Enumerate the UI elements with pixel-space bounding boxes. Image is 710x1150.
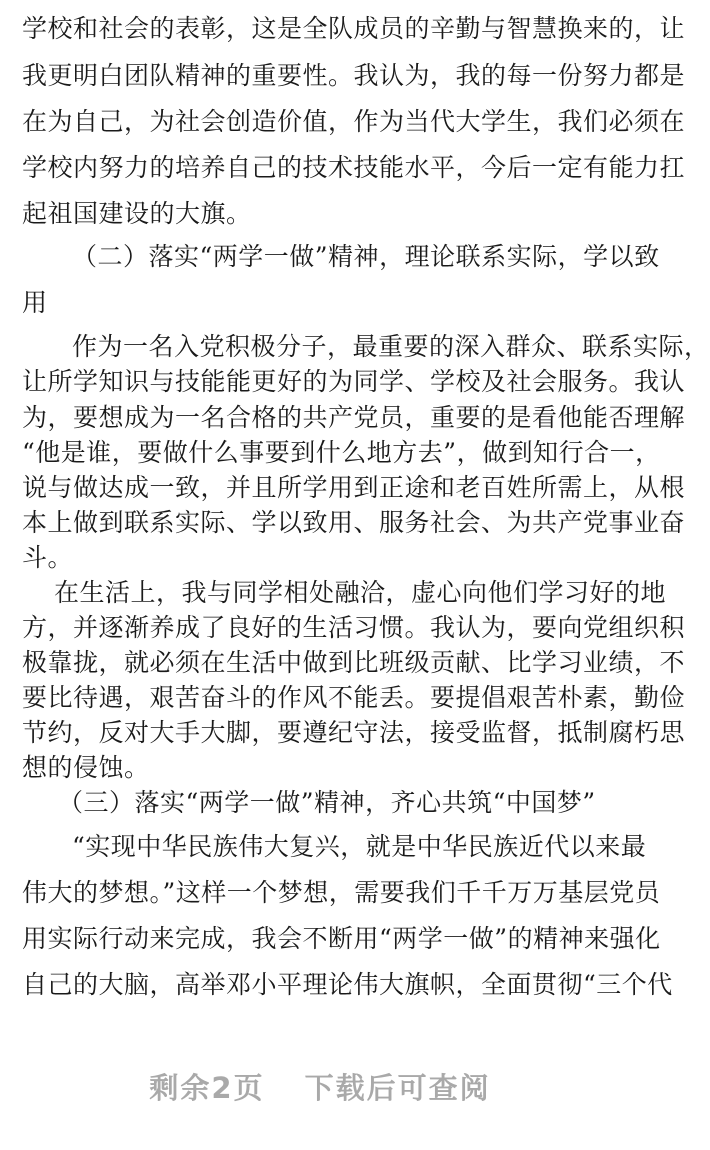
text-line: 学校和社会的表彰，这是全队成员的辛勤与智慧换来的，让 [22, 14, 686, 43]
text-line: 在为自己，为社会创造价值，作为当代大学生，我们必须在 [22, 107, 686, 136]
text-line: 本上做到联系实际、学以致用、服务社会、为共产党事业奋 [22, 508, 686, 537]
text-line: 节约，反对大手大脚，要遵纪守法，接受监督，抵制腐朽思 [22, 718, 686, 747]
text-line: 在生活上，我与同学相处融洽，虚心向他们学习好的地 [54, 578, 667, 607]
text-line: 想的侵蚀。 [22, 753, 150, 782]
text-line: 自己的大脑，高举邓小平理论伟大旗帜，全面贯彻“三个代 [22, 970, 673, 999]
section-heading-2: （二）落实“两学一做”精神，理论联系实际，学以致 [72, 242, 660, 271]
section-heading-2-cont: 用 [22, 288, 48, 317]
text-line: 学校内努力的培养自己的技术技能水平，今后一定有能力扛 [22, 153, 686, 182]
text-line: 让所学知识与技能能更好的为同学、学校及社会服务。我认 [22, 367, 686, 396]
text-line: 要比待遇，艰苦奋斗的作风不能丢。要提倡艰苦朴素，勤俭 [22, 683, 686, 712]
text-line: 伟大的梦想。”这样一个梦想，需要我们千千万万基层党员 [22, 878, 661, 907]
text-line: 说与做达成一致，并且所学用到正途和老百姓所需上，从根 [22, 473, 686, 502]
text-line: 斗。 [22, 543, 74, 572]
download-prompt[interactable] [0, 1066, 640, 1110]
section-heading-3: （三）落实“两学一做”精神，齐心共筑“中国梦” [58, 788, 596, 817]
text-line: 极靠拢，就必须在生活中做到比班级贡献、比学习业绩，不 [22, 648, 686, 677]
text-line: 方，并逐渐养成了良好的生活习惯。我认为，要向党组织积 [22, 613, 686, 642]
text-line: “实现中华民族伟大复兴，就是中华民族近代以来最 [72, 832, 647, 861]
text-line: “他是谁，要做什么事要到什么地方去”，做到知行合一， [22, 438, 661, 467]
download-to-view-label[interactable]: 下载后可查阅 [304, 1071, 491, 1105]
text-line: 作为一名入党积极分子，最重要的深入群众、联系实际， [72, 332, 710, 361]
text-line: 我更明白团队精神的重要性。我认为，我的每一份努力都是 [22, 61, 686, 90]
remaining-pages-label[interactable]: 剩余2页 [149, 1071, 265, 1105]
text-line: 用实际行动来完成，我会不断用“两学一做”的精神来强化 [22, 924, 661, 953]
text-line: 为，要想成为一名合格的共产党员，重要的是看他能否理解 [22, 403, 686, 432]
text-line: 起祖国建设的大旗。 [22, 199, 252, 228]
